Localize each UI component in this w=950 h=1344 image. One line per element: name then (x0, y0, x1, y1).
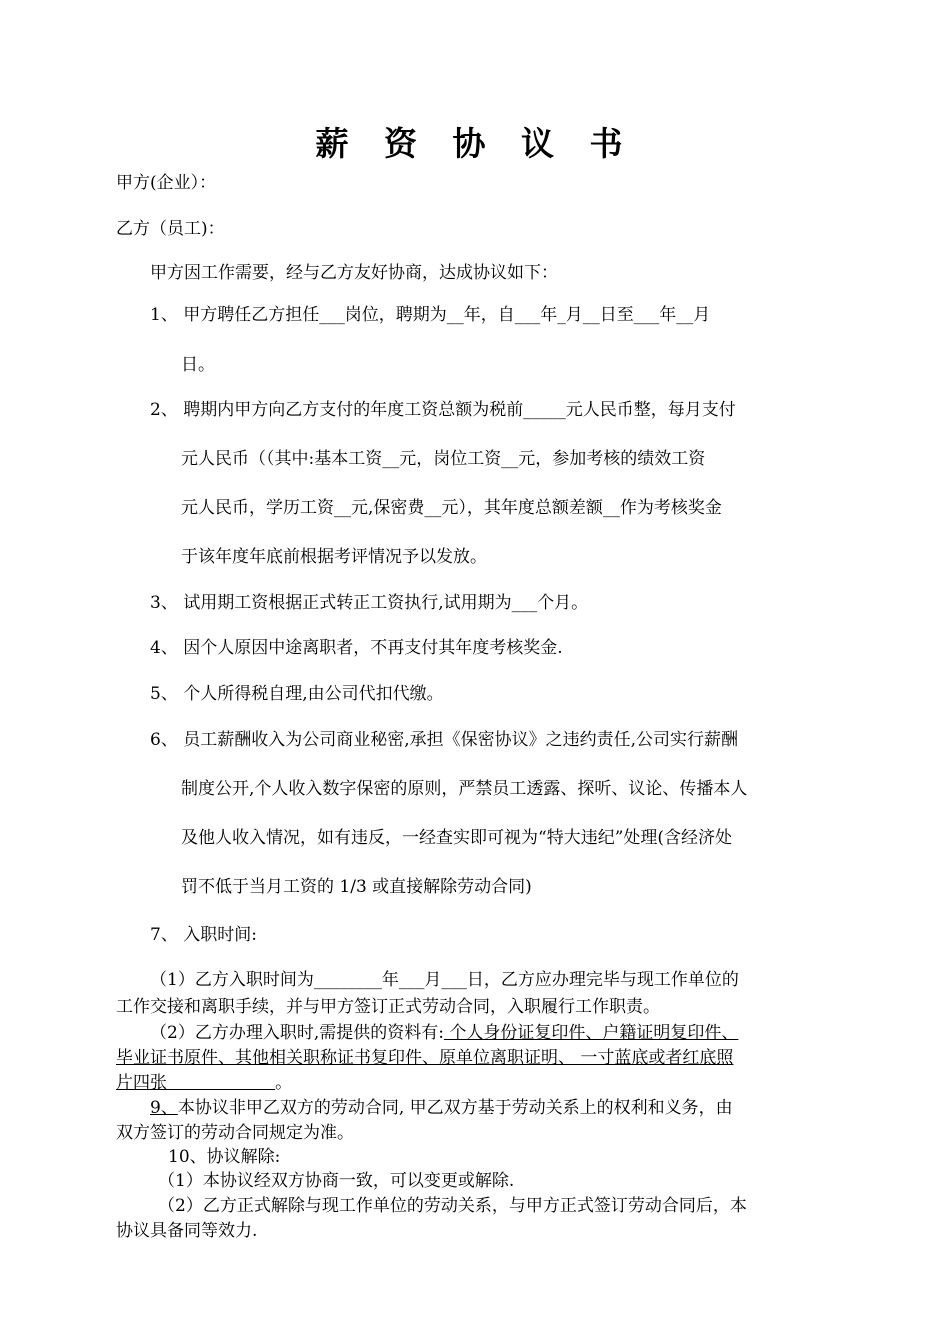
clause-2-line-4: 于该年度年底前根据考评情况予以发放。 (181, 547, 487, 567)
clause-4: 4、 因个人原因中途离职者，不再支付其年度考核奖金. (150, 638, 563, 658)
clause-7-1-line-1: （1）乙方入职时间为________年___月___日，乙方应办理完毕与现工作单位的 (150, 970, 739, 990)
clause-9-line-2: 双方签订的劳动合同规定为准。 (116, 1123, 354, 1143)
clause-2-line-2: 元人民币（（其中:基本工资__元，岗位工资__元，参加考核的绩效工资 (181, 449, 706, 469)
clause-10-2-line-2: 协议具备同等效力. (116, 1221, 258, 1241)
clause-6-line-4: 罚不低于当月工资的 1/3 或直接解除劳动合同) (181, 877, 532, 897)
clause-7-2-materials-part-1: 个人身份证复印件、户籍证明复印件、 (443, 1023, 739, 1043)
clause-10-heading: 10、协议解除: (168, 1147, 281, 1167)
clause-7-2-line-3 (116, 1072, 292, 1094)
party-b-line: 乙方（员工)： (116, 219, 225, 239)
party-a-line: 甲方(企业）： (116, 173, 217, 193)
clause-7-2-line-1 (150, 1022, 738, 1044)
clause-6-line-3: 及他人收入情况，如有违反，一经查实即可视为“特大违纪”处理(含经济处 (181, 828, 733, 848)
clause-2-line-3: 元人民币，学历工资__元,保密费__元），其年度总额差额__作为考核奖金 (181, 498, 722, 518)
clause-1-line-2: 日。 (181, 355, 215, 375)
intro-paragraph: 甲方因工作需要，经与乙方友好协商，达成协议如下： (150, 263, 558, 283)
clause-6-line-1: 6、 员工薪酬收入为公司商业秘密,承担《保密协议》之违约责任,公司实行薪酬 (150, 730, 739, 750)
clause-5: 5、 个人所得税自理,由公司代扣代缴。 (150, 684, 444, 704)
clause-7-2-materials-part-2: 毕业证书原件、其他相关职称证书复印件、原单位离职证明、 一寸蓝底或者红底照 (116, 1048, 734, 1068)
clause-7-2-suffix: 。 (275, 1073, 293, 1093)
clause-9-number: 9、 (150, 1098, 178, 1118)
clause-9-line-1 (150, 1097, 733, 1119)
clause-6-line-2: 制度公开,个人收入数字保密的原则，严禁员工透露、探听、议论、传播本人 (181, 779, 748, 799)
clause-10-1: （1）本协议经双方协商一致，可以变更或解除. (158, 1171, 515, 1191)
clause-2-line-1: 2、 聘期内甲方向乙方支付的年度工资总额为税前_____元人民币整，每月支付 (150, 400, 736, 420)
clause-1-line-1: 1、 甲方聘任乙方担任___岗位，聘期为__年，自___年_月__日至___年__月 (150, 305, 711, 325)
clause-3: 3、 试用期工资根据正式转正工资执行,试用期为___个月。 (150, 593, 589, 613)
clause-7-2-prefix: （2）乙方办理入职时,需提供的资料有: (150, 1023, 444, 1043)
clause-10-2-line-1: （2）乙方正式解除与现工作单位的劳动关系，与甲方正式签订劳动合同后，本 (158, 1196, 747, 1216)
clause-7-1-line-2: 工作交接和离职手续，并与甲方签订正式劳动合同，入职履行工作职责。 (116, 997, 660, 1017)
document-title: 薪 资 协 议 书 (315, 124, 635, 163)
clause-7-2-materials-part-3: 片四张 (116, 1073, 276, 1093)
clause-9-text: 本协议非甲乙双方的劳动合同, 甲乙双方基于劳动关系上的权利和义务，由 (177, 1098, 733, 1118)
clause-7-heading: 7、 入职时间: (150, 925, 257, 945)
